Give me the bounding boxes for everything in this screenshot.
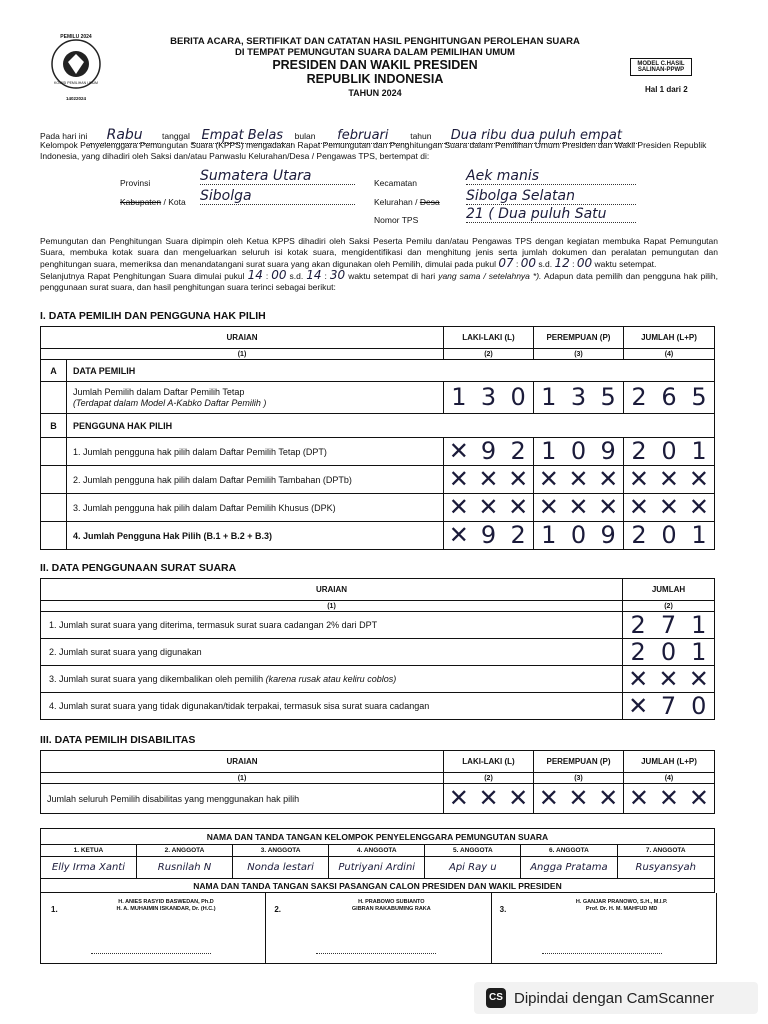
adapun-text: Adapun data pemilih dan pengguna hak pilih, penggunaan surat suara, dan hasil penghitungan suara terinci sebagai berikut:: [40, 271, 718, 292]
saksi-2-signline: [316, 953, 436, 954]
camscanner-icon: CS: [486, 988, 506, 1008]
b2-val-8: ✕: [688, 465, 710, 493]
signature-table: [40, 828, 715, 893]
b4-val-4: 0: [570, 521, 587, 549]
b2-val-2: ✕: [508, 465, 529, 493]
saksi-1-name2: H. A. MUHAIMIN ISKANDAR, Dr. (H.C.): [116, 906, 216, 912]
a-letter: A: [41, 360, 67, 382]
s3-val-7: ✕: [658, 784, 680, 812]
sign-name-7: Rusyansyah: [617, 857, 715, 879]
s2r3-val-1: ✕: [658, 664, 679, 693]
s3-val-8: ✕: [688, 784, 710, 812]
b1-val-0: ✕: [448, 437, 469, 465]
s3-val-3: ✕: [538, 784, 559, 812]
kecamatan-label: Kecamatan: [374, 178, 417, 188]
page-indicator: Hal 1 dari 2: [645, 85, 688, 94]
s1-n2: (2): [444, 349, 534, 360]
saksi-3-no: 3.: [499, 905, 507, 914]
saksi-2-name1: H. PRABOWO SUBIANTO: [358, 899, 425, 905]
a-val-2: 0: [510, 383, 526, 411]
b4-val-0: ✕: [448, 521, 469, 549]
b2-val-5: ✕: [598, 465, 619, 493]
s2r1-val-2: 1: [691, 610, 707, 639]
saksi-area: [40, 893, 717, 964]
a-val-4: 3: [570, 383, 587, 411]
b1-val-4: 0: [570, 437, 587, 465]
s3-val-0: ✕: [448, 784, 469, 812]
tanggal-value: Empat Belas: [192, 128, 292, 144]
kabkota-label: [120, 197, 186, 207]
b-row-label: 1. Jumlah pengguna hak pilih dalam Daftar Pemilih Tetap (DPT): [66, 438, 443, 466]
b2-val-3: ✕: [538, 465, 559, 493]
s3-col-l: LAKI-LAKI (L): [444, 751, 534, 773]
section2-title: II. DATA PENGGUNAAN SURAT SUARA: [40, 562, 237, 574]
title-line3: PRESIDEN DAN WAKIL PRESIDEN: [272, 58, 478, 72]
procedure-paragraph: Pemungutan dan Penghitungan Suara dipimpin oleh Ketua KPPS dihadiri oleh Saksi Peserta Pemilu dan/atau Pengawas TPS dengan kegiatan membuka Rapat Pemungutan Suara, membuka kotak suara dan mengeluarkan seluruh isi kotak suara, mengidentifikasi dan menghitung jenis serta jumlah dokumen dan peralatan pemungutan dan penghitungan suara, memeriksa dan menandatangani surat suara yang akan digunakan oleh Pemilih, dimulai pada pukul 07 : 00 s.d. 12 : 00 waktu setempat. Selanjutnya Rapat Penghitungan Suara dimulai pukul 14 : 00 s.d. 14 : 30 waktu setempat di hari yang sama / setelahnya *). Adapun data pemilih dan pengguna hak pilih, penggunaan surat suara, dan hasil penghitungan suara terinci sebagai berikut:: [40, 236, 718, 292]
waktu-setempat: waktu setempat.: [594, 259, 657, 269]
sign-name-5: Api Ray u: [425, 857, 521, 879]
s3-n1: (1): [41, 773, 444, 784]
s2r3-label-note: (karena rusak atau keliru coblos): [265, 674, 397, 684]
b-title: PENGGUNA HAK PILIH: [66, 414, 714, 438]
bulan-label: bulan: [294, 131, 316, 141]
provinsi-value: Sumatera Utara: [200, 168, 355, 185]
section1-title: I. DATA PEMILIH DAN PENGGUNA HAK PILIH: [40, 310, 266, 322]
a-val-1: 3: [480, 383, 497, 411]
intro-paragraph: Kelompok Penyelenggara Pemungutan Suara (KPPS) mengadakan Rapat Pemungutan dan Penghitungan Suara dalam Pemilihan Umum Presiden dan Wakil Presiden Republik Indonesia, yang dihadiri oleh Saksi dan/atau Panwaslu Kelurahan/Desa / Pengawas TPS, bertempat di:: [40, 140, 707, 161]
sd-label-1: s.d.: [538, 259, 553, 269]
b2-val-1: ✕: [478, 465, 499, 493]
table-row: [41, 639, 715, 666]
kabupaten-struck: Kabupaten: [120, 197, 162, 207]
s3-col-uraian: URAIAN: [41, 751, 444, 773]
b3-val-7: ✕: [658, 493, 680, 521]
s2-row-label: 4. Jumlah surat suara yang tidak digunakan/tidak terpakai, termasuk sisa surat suara cadangan: [41, 693, 623, 720]
s3-val-2: ✕: [508, 784, 529, 812]
section1-table: [40, 326, 715, 550]
model-box: MODEL C.HASIL SALINAN-PPWP: [630, 58, 692, 76]
tahun-label: tahun: [410, 131, 432, 141]
b3-val-3: ✕: [538, 493, 559, 521]
count-end-minute: 30: [329, 268, 346, 282]
sign-name-3: Nonda lestari: [233, 857, 329, 879]
camscanner-watermark: [474, 982, 758, 1014]
s2r4-val-1: 7: [660, 691, 677, 720]
s3-n3: (3): [534, 773, 624, 784]
logo-text-bottom: 14022024: [65, 96, 87, 101]
table-row: [41, 693, 715, 720]
table-row: [41, 494, 715, 522]
b1-val-2: 2: [510, 437, 526, 465]
s3-n4: (4): [623, 773, 714, 784]
b4-val-1: 9: [480, 521, 497, 549]
s2r3-val-0: ✕: [628, 664, 649, 693]
s2r4-val-2: 0: [691, 691, 707, 720]
count-start-hour: 14: [247, 268, 263, 282]
s2r2-val-1: 0: [660, 637, 677, 666]
b1-val-6: 2: [631, 437, 647, 465]
s2-col-uraian: URAIAN: [41, 579, 623, 601]
saksi-2-names: [306, 899, 476, 913]
b4-val-5: 9: [600, 521, 616, 549]
sign-name-2: Rusnilah N: [136, 857, 232, 879]
s1-n1: (1): [41, 349, 444, 360]
kelurahan-label: [374, 197, 440, 207]
b3-val-0: ✕: [448, 493, 469, 521]
s2-row-label: 2. Jumlah surat suara yang digunakan: [41, 639, 623, 666]
waktu-di-hari: waktu setempat di hari: [348, 271, 436, 281]
s2-row-label: [41, 666, 623, 693]
s3-n2: (2): [444, 773, 534, 784]
a-val-7: 6: [661, 383, 677, 411]
kpu-logo: [46, 34, 106, 106]
b4-val-6: 2: [631, 521, 647, 549]
section3-title: III. DATA PEMILIH DISABILITAS: [40, 734, 196, 746]
b3-val-1: ✕: [478, 493, 499, 521]
count-end-hour: 14: [306, 268, 322, 282]
s3-row-label: Jumlah seluruh Pemilih disabilitas yang menggunakan hak pilih: [41, 784, 444, 814]
kelurahan-value: Sibolga Selatan: [466, 188, 636, 205]
b-row-label: 4. Jumlah Pengguna Hak Pilih (B.1 + B.2 + B.3): [66, 522, 443, 550]
s2r1-val-0: 2: [630, 610, 646, 639]
b1-val-1: 9: [480, 437, 497, 465]
start-minute: 00: [520, 256, 537, 270]
sign-name-4: Putriyani Ardini: [329, 857, 425, 879]
saksi-sign-title: NAMA DAN TANDA TANGAN SAKSI PASANGAN CALON PRESIDEN DAN WAKIL PRESIDEN: [41, 879, 715, 893]
saksi-1-no: 1.: [51, 905, 58, 914]
s1-col-l: LAKI-LAKI (L): [444, 327, 534, 349]
a-title: DATA PEMILIH: [66, 360, 714, 382]
table-row: [41, 466, 715, 494]
saksi-3: [492, 893, 716, 963]
b2-val-7: ✕: [658, 465, 680, 493]
role-anggota-5: 5. ANGGOTA: [425, 845, 521, 857]
s2r2-val-0: 2: [630, 637, 646, 666]
s1-col-p: PEREMPUAN (P): [533, 327, 623, 349]
pada-hari-label: Pada hari ini: [40, 131, 88, 141]
table-row: [41, 784, 715, 814]
title-line5: TAHUN 2024: [348, 88, 402, 98]
a-val-6: 2: [631, 383, 647, 411]
s3-col-p: PEREMPUAN (P): [534, 751, 624, 773]
b3-val-4: ✕: [568, 493, 589, 521]
tanggal-label: tanggal: [162, 131, 190, 141]
s3-val-1: ✕: [478, 784, 499, 812]
b4-val-3: 1: [541, 521, 557, 549]
saksi-1-names: [81, 899, 251, 913]
s2r2-val-2: 1: [691, 637, 707, 666]
saksi-3-name2: Prof. Dr. H. M. MAHFUD MD: [585, 906, 658, 912]
a-row-text: Jumlah Pemilih dalam Daftar Pemilih Tetap: [72, 386, 245, 397]
count-start-minute: 00: [271, 268, 287, 282]
table-row: [41, 438, 715, 466]
s1-col-j: JUMLAH (L+P): [623, 327, 714, 349]
b-letter: B: [41, 414, 67, 438]
table-row: [41, 612, 715, 639]
s1-n3: (3): [533, 349, 623, 360]
s3-val-6: ✕: [628, 784, 650, 812]
s1-n4: (4): [623, 349, 714, 360]
saksi-2-no: 2.: [274, 905, 281, 914]
b1-val-8: 1: [691, 437, 707, 465]
b3-val-6: ✕: [628, 493, 650, 521]
role-anggota-6: 6. ANGGOTA: [521, 845, 617, 857]
saksi-3-names: [532, 899, 712, 913]
tahun-value: Dua ribu dua puluh empat: [434, 128, 639, 144]
start-hour: 07: [498, 256, 514, 270]
s1-col-uraian: URAIAN: [41, 327, 444, 349]
b3-val-8: ✕: [688, 493, 710, 521]
b2-val-0: ✕: [448, 465, 469, 493]
saksi-1: [41, 893, 266, 963]
sd-label-2: s.d.: [289, 271, 304, 281]
s2r1-val-1: 7: [660, 610, 677, 639]
saksi-3-name1: H. GANJAR PRANOWO, S.H., M.I.P.: [575, 899, 668, 905]
b1-val-7: 0: [661, 437, 677, 465]
document-title: [140, 36, 610, 98]
kecamatan-value: Aek manis: [466, 168, 636, 185]
s2-row-label: 1. Jumlah surat suara yang diterima, termasuk surat suara cadangan 2% dari DPT: [41, 612, 623, 639]
b1-val-5: 9: [600, 437, 616, 465]
s2-n1: (1): [41, 601, 623, 612]
count-start-text: Selanjutnya Rapat Penghitungan Suara dimulai pukul: [40, 271, 245, 281]
kota-label: / Kota: [161, 197, 186, 207]
bulan-value: februari: [318, 128, 408, 144]
s3-col-j: JUMLAH (L+P): [623, 751, 714, 773]
a-val-8: 5: [691, 383, 707, 411]
kpps-sign-title: NAMA DAN TANDA TANGAN KELOMPOK PENYELENGGARA PEMUNGUTAN SUARA: [41, 829, 715, 845]
role-anggota-7: 7. ANGGOTA: [617, 845, 715, 857]
desa-struck: Desa: [419, 197, 440, 207]
tps-value: 21 ( Dua puluh Satu: [466, 206, 636, 223]
provinsi-label: Provinsi: [120, 178, 151, 188]
s2r3-label-text: 3. Jumlah surat suara yang dikembalikan oleh pemilih: [49, 674, 264, 684]
role-anggota-4: 4. ANGGOTA: [329, 845, 425, 857]
s3-val-4: ✕: [568, 784, 589, 812]
s2-n2: (2): [623, 601, 715, 612]
a-val-5: 5: [600, 383, 616, 411]
saksi-3-signline: [542, 953, 662, 954]
b-row-label: 3. Jumlah pengguna hak pilih dalam Daftar Pemilih Khusus (DPK): [66, 494, 443, 522]
b3-val-2: ✕: [508, 493, 529, 521]
b2-val-6: ✕: [628, 465, 650, 493]
section3-table: [40, 750, 715, 814]
s2r4-val-0: ✕: [628, 691, 649, 720]
s2-col-j: JUMLAH: [623, 579, 715, 601]
table-row: [41, 522, 715, 550]
camscanner-text: Dipindai dengan CamScanner: [514, 989, 715, 1007]
hari-option: yang sama / setelahnya *).: [438, 271, 542, 281]
s2r3-val-2: ✕: [688, 664, 709, 693]
table-row: [41, 666, 715, 693]
end-minute: 00: [576, 256, 593, 270]
a-row-note: (Terdapat dalam Model A-Kabko Daftar Pemilih ): [72, 397, 267, 408]
b4-val-2: 2: [510, 521, 526, 549]
sign-name-ketua: Elly Irma Xanti: [41, 857, 137, 879]
hari-value: Rabu: [90, 127, 160, 144]
role-anggota-3: 3. ANGGOTA: [233, 845, 329, 857]
b2-val-4: ✕: [568, 465, 589, 493]
saksi-2-name2: GIBRAN RAKABUMING RAKA: [351, 906, 431, 912]
a-row-label: [66, 382, 443, 414]
kel-label-text: Kelurahan /: [374, 197, 420, 207]
saksi-1-name1: H. ANIES RASYID BASWEDAN, Ph.D: [118, 899, 214, 905]
b3-val-5: ✕: [598, 493, 619, 521]
procedure-text: Pemungutan dan Penghitungan Suara dipimpin oleh Ketua KPPS dihadiri oleh Saksi Peserta Pemilu dan/atau Pengawas TPS dengan kegiatan membuka Rapat Pemungutan Suara, membuka kotak suara dan mengeluarkan seluruh isi kotak suara, mengidentifikasi dan menghitung jenis serta jumlah dokumen dan peralatan pemungutan dan penghitungan suara, memeriksa dan menandatangani surat suara yang akan digunakan oleh Pemilih, dimulai pada pukul: [40, 236, 718, 269]
b1-val-3: 1: [541, 437, 557, 465]
tps-label: Nomor TPS: [374, 215, 419, 225]
saksi-1-signline: [91, 953, 211, 954]
sign-name-6: Angga Pratama: [521, 857, 617, 879]
b-row-label: 2. Jumlah pengguna hak pilih dalam Daftar Pemilih Tambahan (DPTb): [66, 466, 443, 494]
saksi-2: [266, 893, 491, 963]
kota-value: Sibolga: [200, 188, 355, 205]
role-anggota-2: 2. ANGGOTA: [136, 845, 232, 857]
b4-val-7: 0: [661, 521, 677, 549]
end-hour: 12: [554, 256, 570, 270]
title-line4: REPUBLIK INDONESIA: [306, 72, 444, 86]
role-ketua: 1. KETUA: [41, 845, 137, 857]
logo-text-top: PEMILU 2024: [60, 34, 92, 40]
title-line2: DI TEMPAT PEMUNGUTAN SUARA DALAM PEMILIHAN UMUM: [235, 47, 515, 58]
a-val-3: 1: [541, 383, 557, 411]
s3-val-5: ✕: [598, 784, 619, 812]
section2-table: [40, 578, 715, 720]
a-val-0: 1: [451, 383, 467, 411]
b4-val-8: 1: [691, 521, 707, 549]
title-line1: BERITA ACARA, SERTIFIKAT DAN CATATAN HASIL PENGHITUNGAN PEROLEHAN SUARA: [170, 36, 580, 47]
logo-text-mid: KOMISI PEMILIHAN UMUM: [54, 81, 98, 85]
